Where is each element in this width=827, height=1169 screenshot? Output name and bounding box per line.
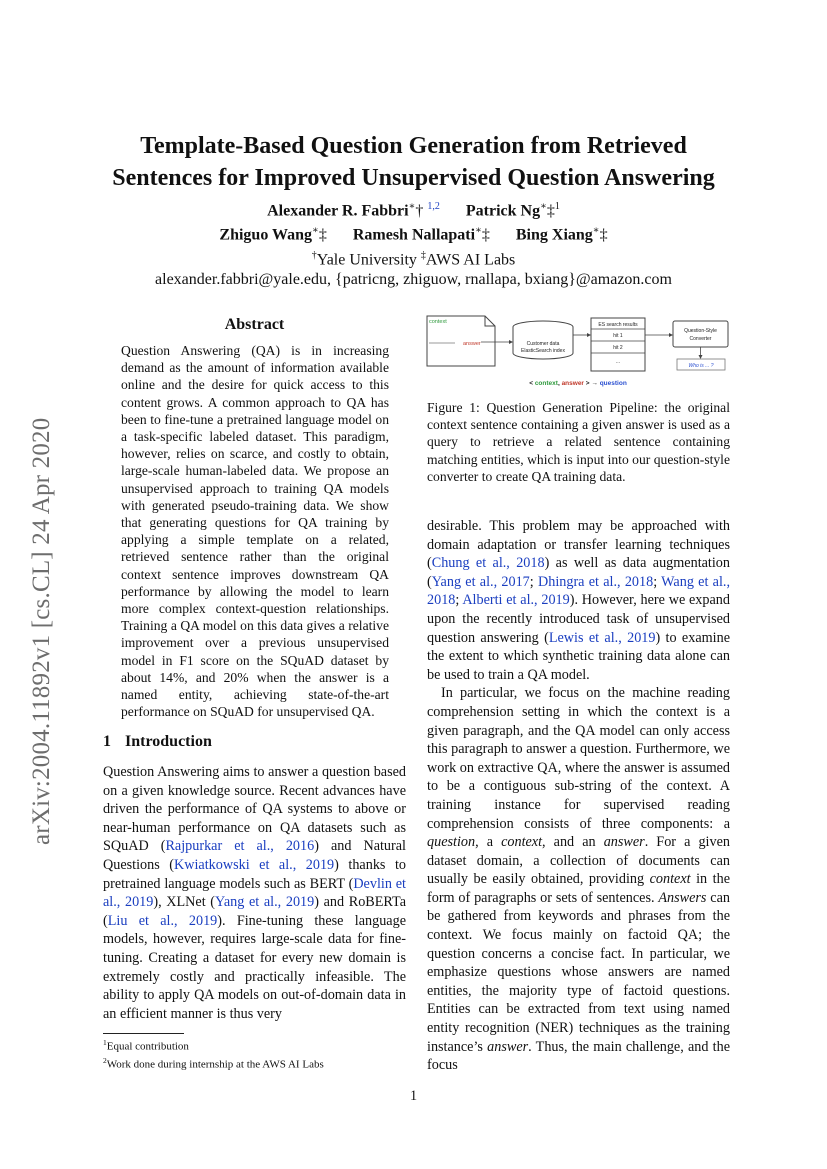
- footnote-1-number: 1: [103, 1038, 107, 1047]
- citation-yang-2019[interactable]: Yang et al., 2019: [215, 894, 315, 911]
- arrow-to-index-head: [509, 340, 513, 344]
- intro-section-title: Introduction: [125, 733, 212, 750]
- author-xiang-mark2: ‡: [599, 226, 608, 244]
- citation-yang-2017[interactable]: Yang et al., 2017: [431, 573, 530, 590]
- arxiv-stamp: [22, 365, 62, 845]
- authors-line-2: [60, 221, 767, 245]
- citation-devlin[interactable]: Devlin et al., 2019: [103, 875, 406, 911]
- converter-label-1: Question-Style: [684, 328, 717, 334]
- intro-text-5: ) and RoBERTa (: [103, 894, 406, 929]
- fig-answer-label: answer: [463, 341, 481, 347]
- author-fabbri-aff: 1,2: [427, 201, 440, 212]
- citation-alberti[interactable]: Alberti et al., 2019: [462, 592, 570, 609]
- author-fabbri-mark: ∗: [408, 201, 416, 212]
- author-wang: Zhiguo Wang: [219, 226, 313, 244]
- intro-text-6: ). Fine-tuning these language models, however, requires large-scale data for fine-tuning. Creating a dataset for every new domain is extremely costly and practically infeasible. The ability to apply QA models on out-of-domain data in an efficient manner is thus very: [103, 912, 406, 1022]
- citation-kwiatkowski[interactable]: Kwiatkowski et al., 2019: [174, 856, 335, 873]
- aff-mark-2: ‡: [420, 249, 426, 261]
- author-block: [60, 197, 767, 290]
- converter-box: [673, 321, 728, 347]
- results-header: ES search results: [598, 322, 638, 328]
- fig-context-label: context: [429, 319, 447, 325]
- question-example: Who is ... ?: [688, 363, 714, 369]
- abstract-text: Question Answering (QA) is in increasing demand as the amount of information available online and the desire for quick access to this content grows. A common approach to QA has been to fine-tune a pretrained language model on a task-specific labeled dataset. This paradigm, however, relies on scarce, and costly to obtain, large-scale human-labeled data. We propose an unsupervised approach to training QA models with generated pseudo-training data. We show that generating questions for QA training by applying a simple template on a related, retrieved sentence rather than the original context sentence improves downstream QA performance by allowing the model to learn more complex context-question relationships. Training a QA model on this data gives a relative improvement over a previous unsupervised model in F1 score on the SQuAD dataset by about 14%, and 20% when the answer is a named entity, achieving state-of-the-art performance on SQuAD for unsupervised QA.: [121, 343, 389, 720]
- pipeline-diagram: [425, 313, 731, 391]
- results-hit-1: hit 1: [613, 333, 623, 339]
- db-label-2: ElasticSearch index: [521, 348, 565, 354]
- aff-yale: Yale University: [316, 250, 417, 268]
- intro-text-1: Question Answering aims to answer a question based on a given knowledge source. Recent advances have driven the performance of QA systems to above or near-human performance on QA datasets such as SQuAD (: [103, 764, 406, 855]
- db-label-1: Customer data: [526, 341, 560, 347]
- aff-aws: AWS AI Labs: [425, 250, 516, 268]
- author-fabbri: Alexander R. Fabbri: [267, 202, 409, 220]
- citation-chung[interactable]: Chung et al., 2018: [431, 555, 545, 572]
- paper-title: [60, 130, 767, 194]
- intro-heading: [103, 733, 406, 751]
- arrow-to-results-head: [587, 333, 591, 337]
- author-emails: alexander.fabbri@yale.edu, {patricng, zhiguow, rnallapa, bxiang}@amazon.com: [155, 270, 672, 288]
- author-wang-mark2: ‡: [318, 226, 327, 244]
- arxiv-id: arXiv:2004.11892v1 [cs.CL] 24 Apr 2020: [28, 417, 55, 845]
- author-wang-mark: ∗: [312, 225, 319, 237]
- citation-lewis[interactable]: Lewis et al., 2019: [548, 629, 656, 646]
- aff-mark-1: †: [311, 249, 317, 261]
- paragraph-desirable: desirable. This problem may be approached with domain adaptation or transfer learning techniques (Chung et al., 2018) as well as data augmentation (Yang et al., 2017; Dhingra et al., 2018; Wang et al., 2018; Alberti et al., 2019). However, here we expand upon the recently introduced task of unsupervised question answering (Lewis et al., 2019) to examine the extent to which synthetic training data alone can be used to train a QA model.: [427, 518, 731, 683]
- author-ng: Patrick Ng: [465, 202, 541, 220]
- figure-1: [425, 313, 731, 391]
- authors-line-1: [60, 197, 767, 221]
- footnote-2-number: 2: [103, 1056, 107, 1066]
- author-nallapati-mark2: ‡: [481, 226, 490, 244]
- footnote-1: [103, 1036, 406, 1054]
- author-xiang-mark: ∗: [592, 225, 600, 237]
- abstract-heading: Abstract: [224, 316, 285, 333]
- author-ng-mark: ∗: [540, 201, 547, 212]
- author-nallapati: Ramesh Nallapati: [352, 226, 476, 244]
- pipeline-legend: < context, answer > → question: [529, 380, 627, 387]
- footnote-rule: [103, 1033, 184, 1034]
- figure-1-caption: Figure 1: Question Generation Pipeline: the original context sentence containing a given answer is used as a query to retrieve a related sentence containing matching entities, which is input into our question-style converter to create QA training data.: [427, 400, 730, 484]
- citation-dhingra[interactable]: Dhingra et al., 2018: [537, 573, 654, 590]
- citation-rajpurkar[interactable]: Rajpurkar et al., 2016: [165, 838, 315, 855]
- footnotes: [103, 1036, 406, 1072]
- intro-section-number: 1: [103, 733, 111, 750]
- page-number: 1: [409, 1088, 418, 1104]
- footnote-2-text: Work done during internship at the AWS AI Labs: [106, 1058, 324, 1071]
- footnote-1-text: Equal contribution: [106, 1040, 189, 1053]
- results-ellipsis: ...: [615, 359, 621, 365]
- author-ng-aff: 1: [554, 201, 560, 212]
- citation-liu[interactable]: Liu et al., 2019: [107, 912, 218, 929]
- author-ng-mark2: ‡: [546, 202, 555, 220]
- right-column-body: [427, 517, 730, 1075]
- intro-text-3: ) thanks to pretrained language models such as BERT (: [103, 856, 406, 892]
- author-nallapati-mark: ∗: [475, 225, 482, 237]
- footnote-2: [103, 1054, 406, 1072]
- citation-wang-2018[interactable]: Wang et al., 2018: [427, 573, 731, 609]
- intro-paragraph: [103, 763, 406, 1023]
- intro-text-2: ) and Natural Questions (: [103, 838, 406, 873]
- paragraph-in-particular: In particular, we focus on the machine reading comprehension setting in which the context is a given paragraph, and the QA model can only access this paragraph to answer a question. Furthermore, we work on extractive QA, where the answer is assumed to be a contiguous sub-string of the context. A training instance for supervised reading comprehension consists of three components: a question, a context, and an answer. For a given dataset domain, a collection of documents can usually be easily obtained, providing context in the form of paragraphs or sets of sentences. Answers can be gathered from keywords and phrases from the context. We focus mainly on factoid QA; the question concerns a concise fact. In particular, we emphasize questions whose answers are named entities, the majority type of factoid questions. Entities can be extracted from text using named entity recognition (NER) techniques as the training instance’s answer. Thus, the main challenge, and the focus: [427, 685, 730, 1074]
- arrow-to-question-head: [699, 355, 703, 359]
- results-hit-2: hit 2: [613, 345, 623, 351]
- arrow-to-converter-head: [669, 333, 673, 337]
- author-fabbri-mark2: †: [415, 202, 424, 220]
- converter-label-2: Converter: [689, 336, 712, 342]
- title-line-2: Sentences for Improved Unsupervised Question Answering: [112, 165, 715, 191]
- author-xiang: Bing Xiang: [515, 226, 593, 244]
- affiliations: [60, 246, 767, 270]
- intro-text-4: ), XLNet (: [153, 894, 216, 911]
- title-line-1: Template-Based Question Generation from Retrieved: [140, 133, 687, 159]
